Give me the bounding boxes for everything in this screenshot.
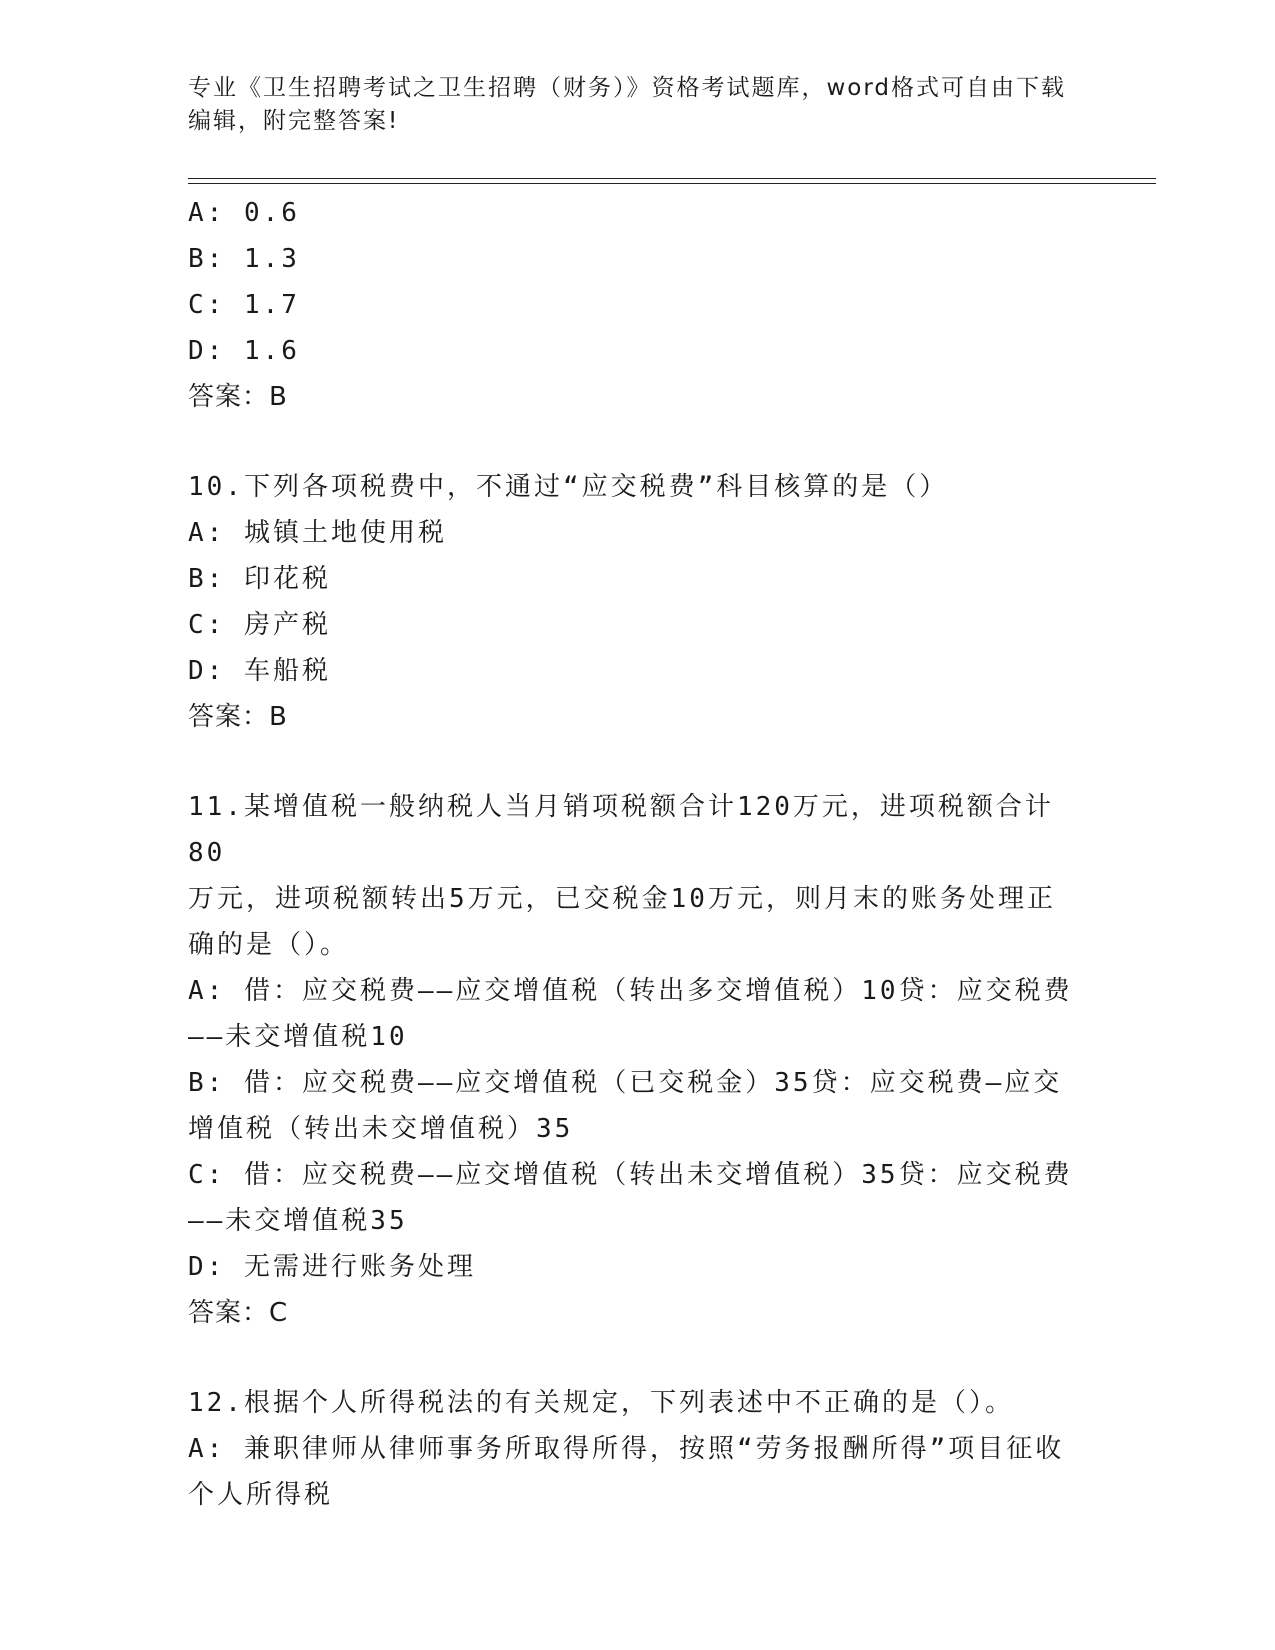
header-divider-top	[188, 178, 1156, 179]
q11-question-line-2: 万元，进项税额转出5万元，已交税金10万元，则月末的账务处理正	[188, 884, 1056, 914]
q11-question-line-1: 11.某增值税一般纳税人当月销项税额合计120万元，进项税额合计80	[188, 792, 1054, 868]
q10-question: 10.下列各项税费中，不通过“应交税费”科目核算的是（）	[188, 472, 949, 502]
q11-option-b-line-2: 增值税（转出未交增值税）35	[188, 1114, 574, 1144]
q10-answer: 答案：B	[188, 702, 288, 732]
q9-option-c: C: 1.7	[188, 290, 300, 320]
q12-option-a-line-1: A: 兼职律师从律师事务所取得所得，按照“劳务报酬所得”项目征收	[188, 1434, 1065, 1464]
q9-option-d: D: 1.6	[188, 336, 300, 366]
q12-question: 12.根据个人所得税法的有关规定，下列表述中不正确的是（）。	[188, 1388, 1014, 1418]
q11-option-b-line-1: B: 借：应交税费——应交增值税（已交税金）35贷：应交税费—应交	[188, 1068, 1063, 1098]
q11-option-a-line-2: ——未交增值税10	[188, 1022, 408, 1052]
q9-option-b: B: 1.3	[188, 244, 300, 274]
q11-question-line-3: 确的是（）。	[188, 930, 350, 960]
document-body	[188, 190, 1088, 1518]
header-line-1: 专业《卫生招聘考试之卫生招聘（财务）》资格考试题库，word格式可自由下载	[188, 75, 1067, 101]
q10-option-a: A: 城镇土地使用税	[188, 518, 447, 548]
q11-option-d: D: 无需进行账务处理	[188, 1252, 476, 1282]
q11-option-a-line-1: A: 借：应交税费——应交增值税（转出多交增值税）10贷：应交税费	[188, 976, 1073, 1006]
document-header	[188, 72, 1068, 138]
q11-answer: 答案：C	[188, 1298, 289, 1328]
q10-option-c: C: 房产税	[188, 610, 331, 640]
question-9-block	[188, 190, 1088, 420]
q9-option-a: A: 0.6	[188, 198, 300, 228]
header-line-2: 编辑，附完整答案!	[188, 108, 400, 134]
header-divider-bottom	[188, 183, 1156, 184]
question-12-block	[188, 1380, 1088, 1518]
question-11-block	[188, 784, 1088, 1336]
q10-option-b: B: 印花税	[188, 564, 331, 594]
q11-option-c-line-2: ——未交增值税35	[188, 1206, 408, 1236]
q10-option-d: D: 车船税	[188, 656, 331, 686]
q11-option-c-line-1: C: 借：应交税费——应交增值税（转出未交增值税）35贷：应交税费	[188, 1160, 1073, 1190]
question-10-block	[188, 464, 1088, 740]
q12-option-a-line-2: 个人所得税	[188, 1480, 334, 1510]
q9-answer: 答案：B	[188, 382, 288, 412]
